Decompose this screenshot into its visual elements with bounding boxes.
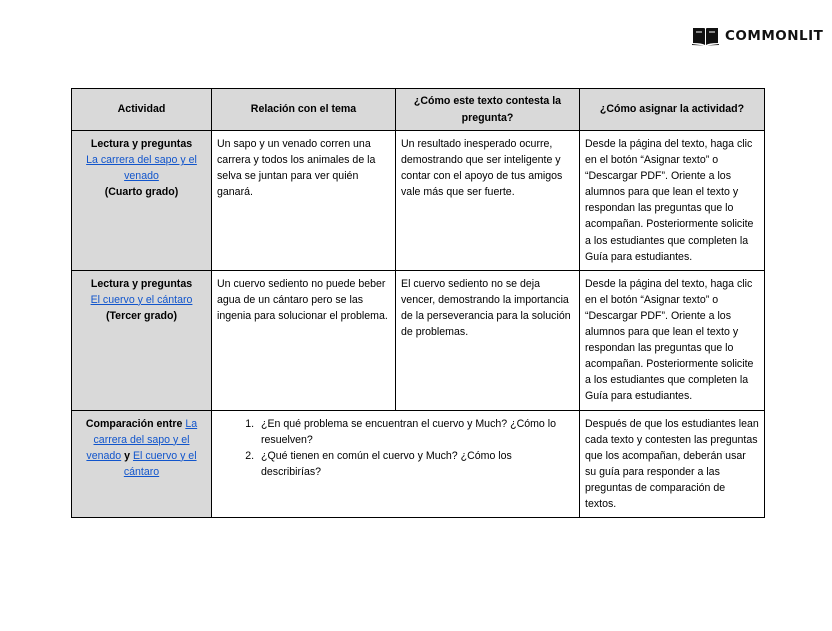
relation-cell: Un cuervo sediento no puede beber agua de un cántaro pero se las ingenia para solucionar el problema. <box>212 270 396 410</box>
relation-cell: Un sapo y un venado corren una carrera y todos los animales de la selva se juntan para ver quién ganará. <box>212 131 396 271</box>
answer-cell: El cuervo sediento no se deja vencer, demostrando la importancia de la perseverancia para la solución de problemas. <box>396 270 580 410</box>
comparison-prefix: Comparación entre <box>85 417 186 430</box>
table-row <box>72 270 765 410</box>
header-relation: Relación con el tema <box>212 89 396 131</box>
brand-name: COMMONLIT <box>725 28 824 44</box>
text-link[interactable]: El cuervo y el cántaro <box>90 293 193 306</box>
text-link[interactable]: La carrera del sapo y el venado <box>86 154 197 183</box>
table-row <box>72 131 765 271</box>
list-item: 2. ¿Qué tienen en común el cuervo y Much? ¿Cómo los describirías? <box>257 448 574 480</box>
header-answer: ¿Cómo este texto contesta la pregunta? <box>396 89 580 131</box>
header-activity: Actividad <box>72 89 212 131</box>
grade-label: (Cuarto grado) <box>104 186 179 199</box>
activity-title: Lectura y preguntas <box>90 277 193 290</box>
activity-cell <box>72 131 212 271</box>
comparison-questions-list <box>217 416 574 480</box>
assign-cell: Desde la página del texto, haga clic en el botón “Asignar texto” o “Descargar PDF”. Oriente a los alumnos para que lean el texto y respondan las preguntas que lo acompañan. Posteriormente solicite a los estudiantes que completen la Guía para estudiantes. <box>580 270 765 410</box>
comparison-row <box>72 410 765 518</box>
list-item: 1. ¿En qué problema se encuentran el cuervo y Much? ¿Cómo lo resuelven? <box>257 416 574 448</box>
activity-title: Lectura y preguntas <box>90 138 193 150</box>
comparison-assign-cell: Después de que los estudiantes lean cada texto y contesten las preguntas que los acompañan, deberán usar su guía para responder a las preguntas de comparación de textos. <box>580 410 765 518</box>
assign-cell: Desde la página del texto, haga clic en el botón “Asignar texto” o “Descargar PDF”. Oriente a los alumnos para que lean el texto y respondan las preguntas que lo acompañan. Posteriormente solicite a los estudiantes que completen la Guía para estudiantes. <box>580 131 765 271</box>
activities-table <box>71 88 765 518</box>
table-header-row <box>72 89 765 131</box>
text-link-sapo[interactable]: La carrera del sapo y el venado <box>86 417 198 462</box>
comparison-questions-cell <box>212 410 580 518</box>
commonlit-logo <box>692 25 823 47</box>
text-link-cuervo[interactable]: El cuervo y el cántaro <box>123 449 197 478</box>
comparison-activity-cell <box>72 410 212 518</box>
header-assign: ¿Cómo asignar la actividad? <box>580 89 765 131</box>
comparison-conjunction: y <box>121 449 133 462</box>
grade-label: (Tercer grado) <box>105 309 178 322</box>
open-book-icon <box>692 26 719 46</box>
answer-cell: Un resultado inesperado ocurre, demostrando que ser inteligente y contar con el apoyo de tus amigos vale más que ser fuerte. <box>396 131 580 271</box>
activity-cell <box>72 270 212 410</box>
